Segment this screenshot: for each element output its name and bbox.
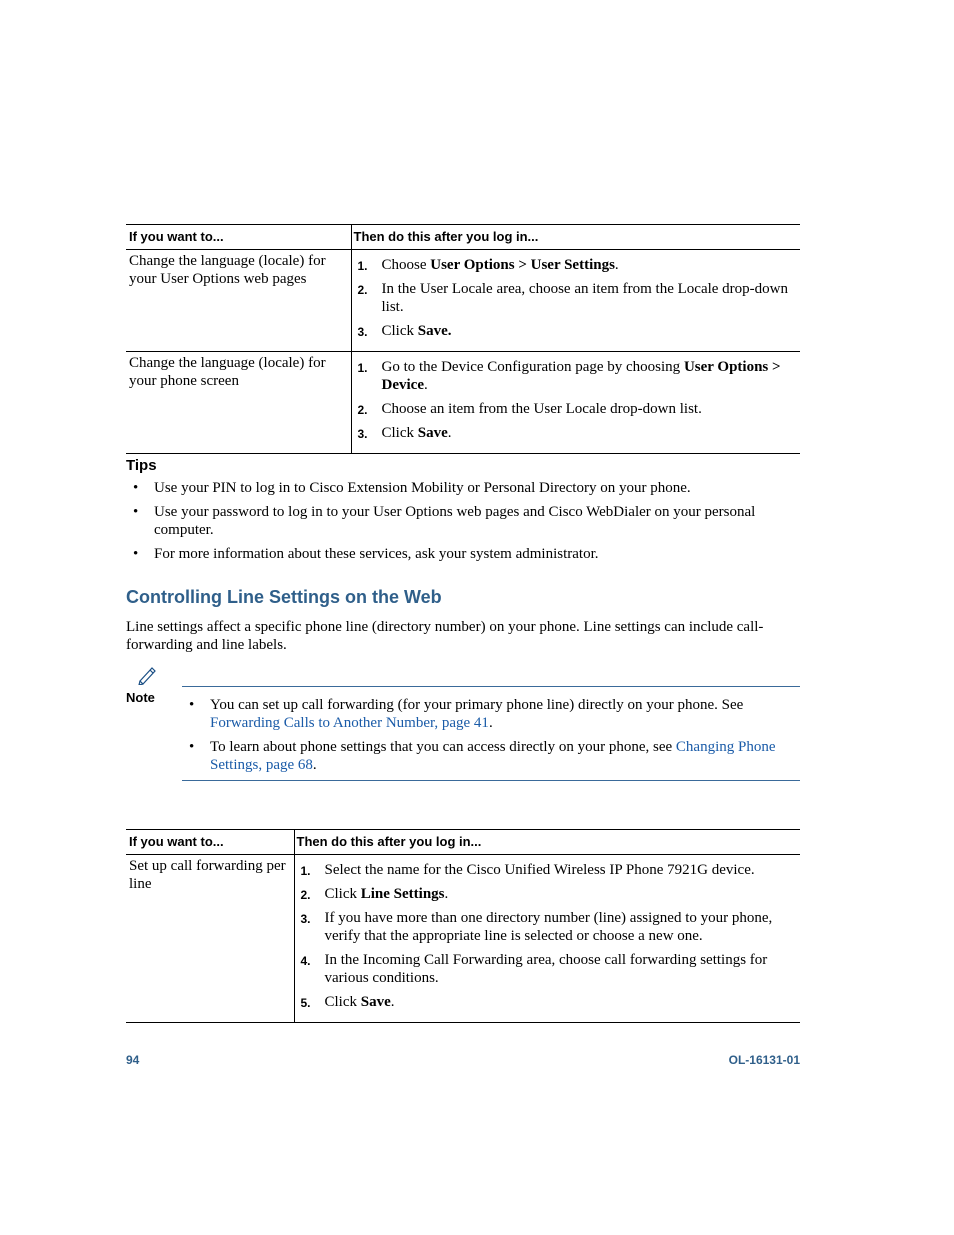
step-number: 1. (357, 259, 368, 273)
cross-reference-link[interactable]: Forwarding Calls to Another Number, page 41 (210, 715, 489, 731)
step-number: 5. (300, 996, 311, 1010)
column-header-want: If you want to... (126, 225, 351, 250)
steps-list (358, 256, 798, 340)
row-want-cell: Change the language (locale) for your User Options web pages (129, 253, 326, 287)
locale-table-container (126, 224, 800, 454)
step-item: 1. Go to the Device Configuration page by choosing User Options > Device. (357, 359, 781, 393)
step-number: 2. (300, 888, 311, 902)
bullet-icon: • (189, 697, 195, 713)
line-settings-section (126, 587, 800, 654)
note-box (182, 686, 800, 781)
pencil-icon (136, 665, 158, 685)
ui-term: User Options > Device (381, 359, 781, 393)
step-number: 3. (357, 427, 368, 441)
tips-heading: Tips (126, 457, 157, 474)
bullet-icon: • (133, 504, 139, 520)
list-item: • For more information about these services, ask your system administrator. (133, 546, 599, 562)
step-item: 3. Click Save. (357, 425, 452, 441)
document-id: OL-16131-01 (728, 1053, 800, 1067)
step-item: 1. Choose User Options > User Settings. (357, 257, 619, 273)
cross-reference-link[interactable]: Changing Phone Settings, page 68 (210, 739, 776, 773)
step-item: 2. Choose an item from the User Locale drop-down list. (357, 401, 702, 417)
table-row (126, 250, 800, 352)
ui-term: Save (360, 994, 391, 1010)
section-intro: Line settings affect a specific phone line (directory number) on your phone. Line settings can include call-forwarding and line labels. (126, 619, 764, 653)
step-number: 4. (300, 954, 311, 968)
ui-term: Line Settings (360, 886, 445, 902)
steps-list (358, 358, 798, 442)
step-item: 2. Click Line Settings. (300, 886, 449, 902)
list-item: • To learn about phone settings that you can access directly on your phone, see Changing Phone Settings, page 68. (189, 739, 776, 773)
line-settings-table-container (126, 829, 800, 1023)
step-item: 4. In the Incoming Call Forwarding area, choose call forwarding settings for various conditions. (300, 952, 768, 986)
step-number: 3. (357, 325, 368, 339)
row-steps-cell (294, 855, 800, 1023)
row-want-cell: Change the language (locale) for your phone screen (126, 352, 351, 454)
note-list (182, 696, 800, 774)
tips-section (126, 457, 800, 569)
bullet-icon: • (189, 739, 195, 755)
bullet-icon: • (133, 546, 139, 562)
tips-list (126, 479, 800, 563)
column-header-want: If you want to... (126, 830, 294, 855)
column-header-steps: Then do this after you log in... (294, 830, 800, 855)
ui-term: Save (417, 425, 448, 441)
step-number: 3. (300, 912, 311, 926)
line-settings-table (126, 829, 800, 1023)
step-item: 5. Click Save. (300, 994, 395, 1010)
section-title: Controlling Line Settings on the Web (126, 587, 442, 607)
step-number: 2. (357, 283, 368, 297)
step-number: 1. (357, 361, 368, 375)
list-item: • Use your password to log in to your User Options web pages and Cisco WebDialer on your personal computer. (133, 504, 756, 538)
list-item: • Use your PIN to log in to Cisco Extension Mobility or Personal Directory on your phone. (133, 480, 691, 496)
list-item: • You can set up call forwarding (for your primary phone line) directly on your phone. See Forwarding Calls to Another Number, page 41. (189, 697, 744, 731)
table-row (126, 352, 800, 454)
table-row (126, 855, 800, 1023)
column-header-steps: Then do this after you log in... (351, 225, 800, 250)
ui-term: User Options > User Settings (430, 257, 615, 273)
steps-list (301, 861, 798, 1011)
step-item: 1. Select the name for the Cisco Unified Wireless IP Phone 7921G device. (300, 862, 755, 878)
step-number: 2. (357, 403, 368, 417)
row-steps-cell (351, 250, 800, 352)
bullet-icon: • (133, 480, 139, 496)
ui-term: Save. (417, 323, 452, 339)
step-number: 1. (300, 864, 311, 878)
locale-table (126, 224, 800, 454)
note-label: Note (126, 690, 155, 705)
step-item: 3. If you have more than one directory number (line) assigned to your phone, verify that the appropriate line is selected or choose a new one. (300, 910, 773, 944)
step-item: 2. In the User Locale area, choose an item from the Locale drop-down list. (357, 281, 788, 315)
row-steps-cell (351, 352, 800, 454)
row-want-cell: Set up call forwarding per line (129, 858, 286, 892)
page-number: 94 (126, 1053, 140, 1067)
step-item: 3. Click Save. (357, 323, 452, 339)
